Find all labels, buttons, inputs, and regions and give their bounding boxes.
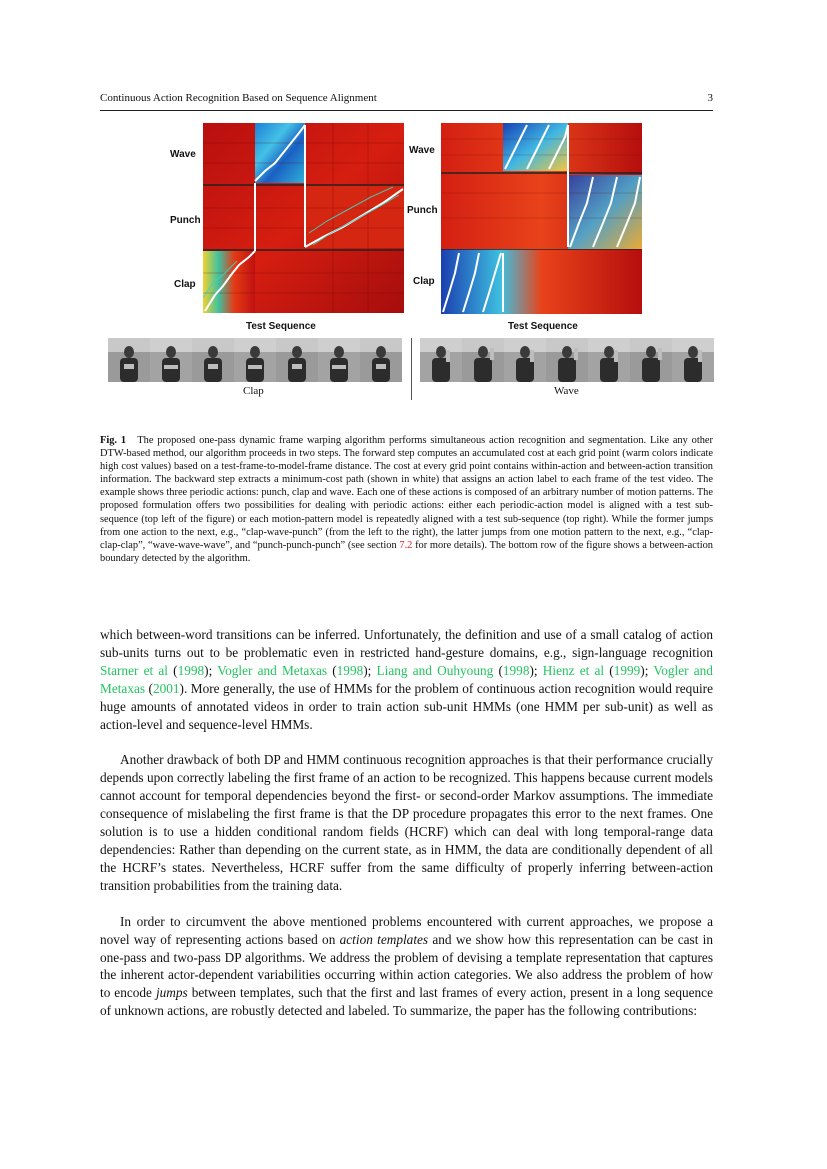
left-axis-label: Test Sequence [246, 321, 316, 332]
video-frame [150, 338, 192, 382]
left-sub-label: Clap [243, 385, 264, 397]
left-row-label-wave: Wave [170, 149, 196, 160]
paragraph-2: Another drawback of both DP and HMM continuous recognition approaches is that their performance crucially depends upon correctly labeling the first frame of an action to be recognized. This happens because current models cannot account for temporal dependencies beyond the first- or second-order Markov assumptions. The immediate consequence of mislabeling the first frame is that the DP procedure propagates this error to the next frames. One solution is to use a hidden conditional random fields (HCRF) which can deal with long temporal-range data dependencies: Rather than depending on the current state, as in HMM, the data are conditionally dependent of all the HCRF’s states. Nevertheless, HCRF suffer from the same difficulty of properly inferring between-action transition probabilities from the training data. [100, 752, 713, 893]
right-axis-label: Test Sequence [508, 321, 578, 332]
right-cost-matrix [441, 123, 642, 249]
emphasis: jumps [155, 985, 188, 1001]
figure-1 [100, 118, 713, 413]
citation-link[interactable]: Vogler and Metaxas [100, 662, 713, 696]
running-header [100, 92, 713, 104]
caption-label: Fig. 1 [100, 435, 127, 446]
paragraph-text: which between-word transitions can be inferred. Unfortunately, the definition and use of a small catalog of action sub-units turns out to be problematic even in restricted hand-gesture domains, e.g., sign-language recognition [100, 627, 713, 660]
video-frame [108, 338, 150, 382]
boundary-divider [411, 338, 412, 400]
video-frame [462, 338, 504, 382]
left-frame-strip [108, 338, 402, 382]
citation-year-link[interactable]: 1998 [502, 662, 530, 678]
right-frame-strip [420, 338, 714, 382]
video-frame [672, 338, 714, 382]
page-number: 3 [707, 92, 713, 104]
video-frame [192, 338, 234, 382]
figure-caption [100, 434, 713, 565]
citation-year-link[interactable]: 2001 [152, 680, 180, 696]
paragraph-3 [100, 913, 713, 1020]
video-frame [588, 338, 630, 382]
paragraph-1: which between-word transitions can be inferred. Unfortunately, the definition and use of a small catalog of action sub-units turns out to be problematic even in restricted hand-gesture domains, e.g., sign-language recognition Starner et al (1998); Vogler and Metaxas (1998); Liang and Ouhyoung (1998); Hienz et al (1999); Vogler and Metaxas (2001). More generally, the use of HMMs for the problem of continuous action recognition would require huge amounts of annotated videos in order to train action sub-unit HMMs (one HMM per sub-unit) as well as action-level and sequence-level HMMs. [100, 627, 714, 732]
right-sub-label: Wave [554, 385, 579, 397]
video-frame [504, 338, 546, 382]
citation-year-link[interactable]: 1999 [613, 662, 641, 678]
left-row-label-punch: Punch [170, 215, 201, 226]
video-frame [630, 338, 672, 382]
right-row-label-punch: Punch [407, 205, 438, 216]
video-frame [546, 338, 588, 382]
running-title: Continuous Action Recognition Based on Sequence Alignment [100, 92, 377, 104]
citation-link[interactable]: Hienz et al [542, 662, 605, 678]
video-frame [276, 338, 318, 382]
right-row-label-wave: Wave [409, 145, 435, 156]
paragraph-text: In order to circumvent the above mentioned problems encountered with current approaches, we propose a novel way of representing actions based on [100, 913, 713, 947]
section-ref-link[interactable]: 7.2 [399, 539, 413, 551]
body-text [100, 626, 713, 1038]
video-frame [420, 338, 462, 382]
left-row-label-clap: Clap [174, 279, 196, 290]
left-cost-matrix [203, 123, 404, 313]
header-rule [100, 110, 713, 111]
citation-link[interactable]: Liang and Ouhyoung [376, 662, 494, 678]
right-cost-matrix-clap-row [441, 249, 642, 314]
citation-link[interactable]: Vogler and Metaxas [217, 662, 328, 678]
video-frame [360, 338, 402, 382]
paragraph-text: More generally, the use of HMMs for the problem of continuous action recognition would require huge amounts of annotated videos in order to train action sub-unit HMMs (one HMM per sub-unit) as well as action-level and sequence-level HMMs. [100, 680, 714, 732]
caption-text: The proposed one-pass dynamic frame warping algorithm performs simultaneous action recognition and segmentation. Like any other DTW-based method, our algorithm proceeds in two steps. The forward step computes an accumulated cost at each grid point (warm colors indicate high cost values) based on a test-frame-to-model-frame distance. The cost at every grid point contains within-action and between-action transition information. The backward step extracts a minimum-cost path (shown in white) that assigns an action label to each frame of the test video. The example shows three periodic actions: punch, clap and wave. Each one of these actions is composed of an arbitrary number of motion patterns. The proposed formulation offers two possibilities for dealing with periodic actions: either each periodic-action model is aligned with a test sub-sequence (top left of the figure) or each motion-pattern model is repeatedly aligned with a test sub-sequence (top right). While the former jumps from one action to the next, e.g., “clap-wave-punch” (from the left to the right), the latter jumps from one motion pattern to the next, e.g., “clap-clap-clap”, “wave-wave-wave”, and “punch-punch-punch” (see section [100, 435, 713, 551]
paragraph-text: and we show how this representation can be cast in one-pass and two-pass DP algorithms. We address the problem of devising a template representation that captures the inherent actor-dependent variabilities occurring within action categories. We also address the problem of how to encode [100, 931, 714, 1001]
caption-text-end: for more details). The bottom row of the figure shows a between-action boundary detected by the algorithm. [100, 539, 713, 564]
citation-year-link[interactable]: 1998 [177, 662, 205, 678]
video-frame [234, 338, 276, 382]
citation-link[interactable]: Starner et al [100, 662, 168, 678]
emphasis: action templates [339, 931, 429, 947]
citation-year-link[interactable]: 1998 [336, 662, 364, 678]
right-row-label-clap: Clap [413, 276, 435, 287]
video-frame [318, 338, 360, 382]
paragraph-text: between templates, such that the first and last frames of every action, present in a long sequence of unknown actions, are robustly detected and labeled. To summarize, the paper has the following contributions: [100, 985, 713, 1019]
